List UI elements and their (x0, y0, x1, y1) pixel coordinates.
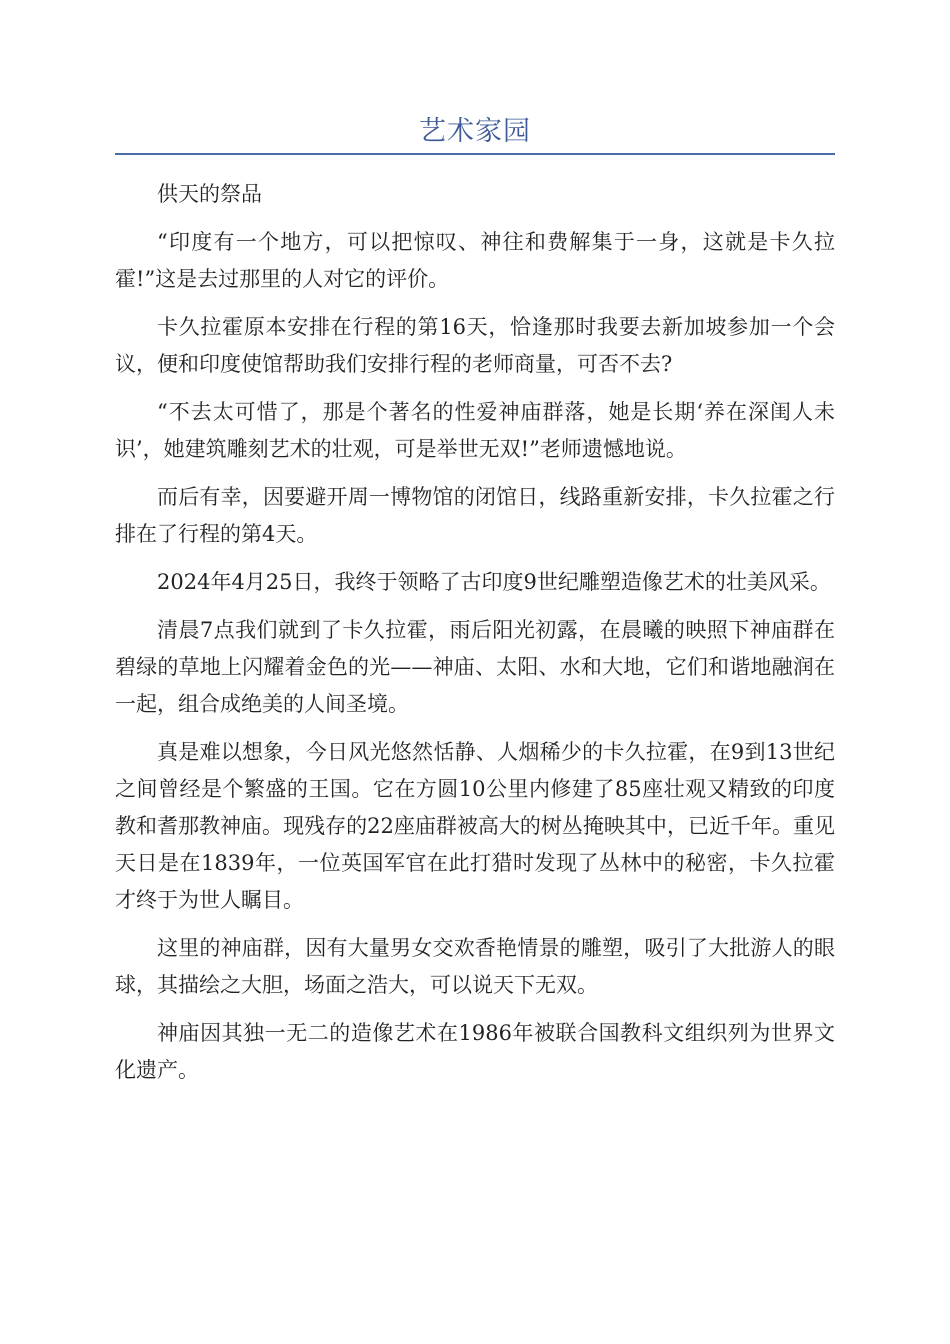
paragraph: “印度有一个地方，可以把惊叹、神往和费解集于一身，这就是卡久拉霍!”这是去过那里的人对它的评价。 (115, 230, 835, 291)
paragraph: 卡久拉霍原本安排在行程的第16天，恰逢那时我要去新加坡参加一个会议，便和印度使馆帮助我们安排行程的老师商量，可否不去? (115, 315, 835, 376)
paragraph: 2024年4月25日，我终于领略了古印度9世纪雕塑造像艺术的壮美风采。 (157, 570, 831, 594)
paragraph: 清晨7点我们就到了卡久拉霍，雨后阳光初露，在晨曦的映照下神庙群在碧绿的草地上闪耀着金色的光——神庙、太阳、水和大地，它们和谐地融润在一起，组合成绝美的人间圣境。 (115, 618, 835, 716)
title-underline (115, 153, 835, 155)
article-body (115, 176, 835, 1100)
paragraph: “不去太可惜了，那是个著名的性爱神庙群落，她是长期‘养在深闺人未识’，她建筑雕刻艺术的壮观，可是举世无双!”老师遗憾地说。 (115, 400, 835, 461)
paragraph: 而后有幸，因要避开周一博物馆的闭馆日，线路重新安排，卡久拉霍之行排在了行程的第4天。 (115, 485, 835, 546)
paragraph: 神庙因其独一无二的造像艺术在1986年被联合国教科文组织列为世界文化遗产。 (115, 1021, 835, 1082)
paragraph: 这里的神庙群，因有大量男女交欢香艳情景的雕塑，吸引了大批游人的眼球，其描绘之大胆，场面之浩大，可以说天下无双。 (115, 936, 835, 997)
page-title: 艺术家园 (419, 116, 531, 147)
subtitle-paragraph: 供天的祭品 (157, 182, 262, 206)
paragraph: 真是难以想象，今日风光悠然恬静、人烟稀少的卡久拉霍，在9到13世纪之间曾经是个繁盛的王国。它在方圆10公里内修建了85座壮观又精致的印度教和耆那教神庙。现残存的22座庙群被高大的树丛掩映其中，已近千年。重见天日是在1839年，一位英国军官在此打猎时发现了丛林中的秘密，卡久拉霍才终于为世人瞩目。 (115, 740, 835, 912)
